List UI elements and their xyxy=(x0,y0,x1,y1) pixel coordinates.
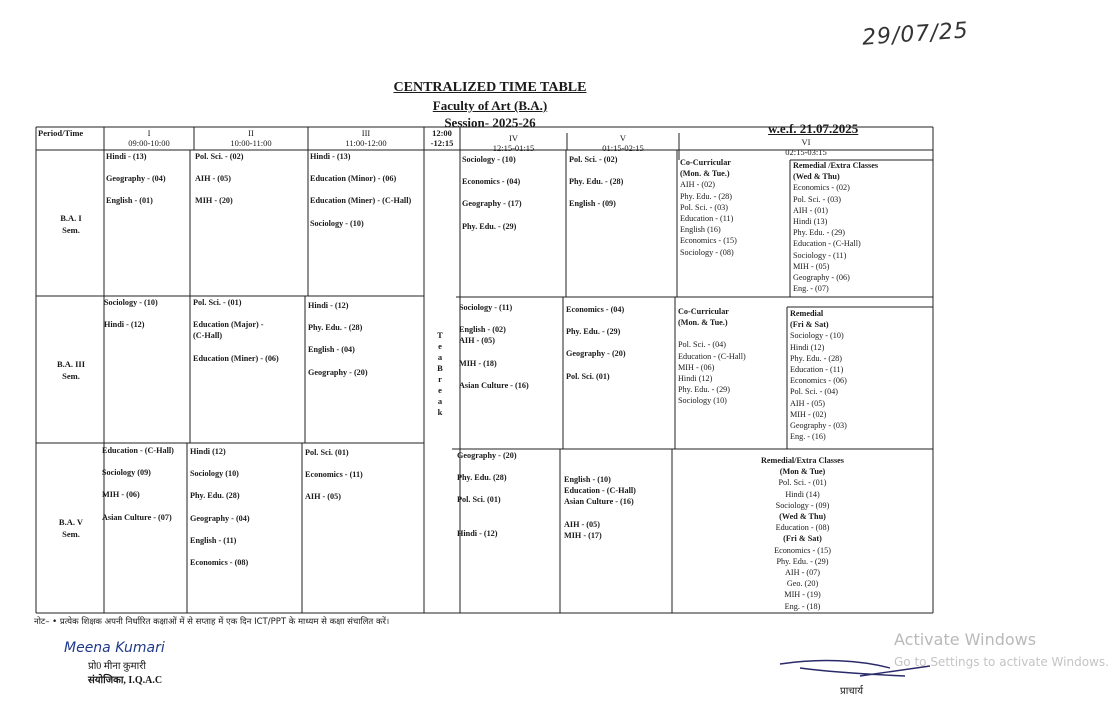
cell-line: Hindi (14) xyxy=(785,489,820,499)
header-period-4 xyxy=(460,133,567,153)
ba1-period-1 xyxy=(106,151,166,207)
cell-line: Pol. Sci. - (01) xyxy=(778,478,827,488)
header-period-1-num: I xyxy=(147,128,151,138)
cell-line: Sociology (09) xyxy=(102,468,151,478)
header-break-end: -12:15 xyxy=(430,138,454,148)
cell-line: Education - (08) xyxy=(775,523,830,533)
ba3-period-6-remedial xyxy=(790,308,847,442)
handwritten-date: 29/07/25 xyxy=(861,18,970,51)
cell-line: MIH - (17) xyxy=(564,530,602,540)
cell-line: Hindi (12) xyxy=(678,374,713,384)
cell-line: Phy. Edu. - (29) xyxy=(678,385,730,395)
header-period-1 xyxy=(104,128,194,148)
cell-line: MIH - (18) xyxy=(459,358,497,368)
cell-line: Education - (11) xyxy=(680,214,734,224)
ba5-period-1 xyxy=(102,445,174,523)
row-label-ba3 xyxy=(36,358,106,382)
cell-line xyxy=(459,313,529,324)
cell-line: (Mon. & Tue.) xyxy=(678,318,728,328)
header-period-3-time: 11:00-12:00 xyxy=(345,138,387,148)
ba3-period-2 xyxy=(193,297,279,364)
cell-line: AIH - (05) xyxy=(305,492,341,502)
cell-line: Education (Miner) - (06) xyxy=(193,353,279,363)
cell-line: MIH - (20) xyxy=(195,196,233,206)
cell-line: AIH - (07) xyxy=(784,568,820,578)
cell-line: Asian Culture - (16) xyxy=(564,497,634,507)
cell-line xyxy=(305,480,363,491)
cell-line: Phy. Edu. (28) xyxy=(457,473,507,483)
cell-line: Eng. - (18) xyxy=(784,601,821,611)
cell-line: Education (Minor) - (06) xyxy=(310,174,397,184)
cell-line: Phy. Edu. - (29) xyxy=(793,228,845,238)
cell-line: MIH - (06) xyxy=(678,362,715,372)
cell-line xyxy=(678,328,746,339)
cell-line: English - (04) xyxy=(308,345,355,355)
cell-line: Eng. - (16) xyxy=(790,432,826,442)
cell-line: Hindi - (12) xyxy=(457,528,498,538)
ba5-period-6-remedial xyxy=(672,455,933,612)
cell-line xyxy=(566,360,626,371)
header-period-3-num: III xyxy=(361,128,371,138)
cell-line: Geography - (20) xyxy=(566,349,626,359)
cell-line xyxy=(308,356,368,367)
header-period-5-num: V xyxy=(619,133,627,143)
cell-line: English - (09) xyxy=(569,199,616,209)
activate-windows-watermark: Activate Windows xyxy=(894,630,1037,649)
cell-line xyxy=(462,165,522,176)
ba5-period-2 xyxy=(190,446,250,568)
cell-line: B.A. V xyxy=(58,517,84,527)
effective-date: w.e.f. 21.07.2025 xyxy=(768,121,859,136)
cell-line: Economics - (15) xyxy=(680,236,737,246)
cell-line: Sociology - (11) xyxy=(793,250,847,260)
cell-line: a xyxy=(437,396,443,406)
header-period-1-time: 09:00-10:00 xyxy=(128,138,170,148)
cell-line: Sem. xyxy=(62,371,80,381)
cell-line: Sem. xyxy=(62,529,80,539)
cell-line: Economics - (08) xyxy=(190,558,249,568)
cell-line: Phy. Edu. - (28) xyxy=(790,353,842,363)
cell-line: English - (11) xyxy=(190,535,237,545)
cell-line xyxy=(193,342,279,353)
cell-line: Phy. Edu. - (28) xyxy=(680,191,732,201)
cell-line: Hindi - (12) xyxy=(308,301,349,310)
cell-line: Phy. Edu. (28) xyxy=(190,491,240,501)
cell-line: Hindi (12) xyxy=(190,447,226,456)
cell-line: AIH - (05) xyxy=(790,398,826,408)
cell-line: English - (01) xyxy=(106,196,153,206)
cell-line: Asian Culture - (16) xyxy=(459,380,529,390)
cell-line: Geography - (20) xyxy=(308,367,368,377)
cell-line: Eng. - (07) xyxy=(793,284,829,294)
cell-line: MIH - (06) xyxy=(102,490,140,500)
cell-line: (Mon. & Tue.) xyxy=(680,169,730,179)
cell-line xyxy=(195,162,243,173)
header-period-4-num: IV xyxy=(509,133,518,143)
session-title: Session- 2025-26 xyxy=(444,115,536,130)
cell-line: B.A. I xyxy=(60,213,82,223)
cell-line: MIH - (02) xyxy=(790,409,827,419)
cell-line: MIH - (19) xyxy=(784,590,821,600)
ba5-period-4 xyxy=(457,450,517,539)
cell-line: Remedial/Extra Classes xyxy=(760,456,844,465)
coordinator-role: संयोजिका, I.Q.A.C xyxy=(88,675,163,686)
cell-line: (Fri & Sat) xyxy=(790,320,829,330)
cell-line: Education - (C-Hall) xyxy=(678,351,746,361)
cell-line xyxy=(190,502,250,513)
cell-line: Geography - (20) xyxy=(457,451,517,460)
cell-line: Asian Culture - (07) xyxy=(102,512,172,522)
ba3-period-5 xyxy=(566,304,626,382)
cell-line: (C-Hall) xyxy=(193,331,223,341)
cell-line: English - (10) xyxy=(564,475,611,484)
cell-line: Sociology (10) xyxy=(190,469,239,479)
cell-line xyxy=(459,369,529,380)
cell-line: Sociology - (08) xyxy=(680,247,734,257)
cell-line: Pol. Sci. - (03) xyxy=(680,202,728,212)
cell-line: Pol. Sci. - (04) xyxy=(678,340,726,350)
ba1-period-4 xyxy=(462,154,522,232)
cell-line: Economics - (04) xyxy=(462,177,521,187)
cell-line xyxy=(457,461,517,472)
cell-line: Pol. Sci. (01) xyxy=(566,371,610,381)
cell-line: Education - (11) xyxy=(790,365,844,375)
cell-line: Economics - (06) xyxy=(790,376,847,386)
cell-line: Geography - (04) xyxy=(190,513,250,523)
cell-line: Pol. Sci. - (02) xyxy=(195,152,244,161)
cell-line: Phy. Edu. - (28) xyxy=(569,177,624,187)
cell-line xyxy=(569,187,623,198)
cell-line: English (16) xyxy=(680,225,721,235)
cell-line: Hindi - (12) xyxy=(104,320,145,330)
cell-line: (Mon & Tue) xyxy=(779,467,826,477)
cell-line: e xyxy=(438,385,442,395)
cell-line: Education - (C-Hall) xyxy=(102,446,174,455)
cell-line xyxy=(310,184,411,195)
cell-line: Sociology - (09) xyxy=(775,500,830,510)
header-break-start: 12:00 xyxy=(432,128,452,138)
principal-label: प्राचार्य xyxy=(840,686,864,697)
cell-line: Sem. xyxy=(62,225,80,235)
cell-line: Economics - (02) xyxy=(793,183,850,193)
cell-line: B xyxy=(437,363,443,373)
header-period-2 xyxy=(194,128,308,148)
cell-line: AIH - (05) xyxy=(459,336,495,346)
ba3-period-3 xyxy=(308,300,368,378)
cell-line: a xyxy=(437,352,443,362)
cell-line: Geography - (17) xyxy=(462,199,522,209)
ba3-period-4 xyxy=(459,302,529,391)
cell-line: Remedial xyxy=(790,309,824,318)
cell-line: Pol. Sci. (01) xyxy=(457,495,501,505)
cell-line xyxy=(564,463,636,474)
ba5-period-3 xyxy=(305,447,363,503)
cell-line xyxy=(193,308,279,319)
cell-line xyxy=(190,524,250,535)
header-period-time: Period/Time xyxy=(38,128,84,138)
cell-line: Geography - (03) xyxy=(790,421,847,431)
coordinator-signature: Meena Kumari xyxy=(64,640,165,656)
cell-line xyxy=(457,517,517,528)
cell-line: MIH - (05) xyxy=(793,261,830,271)
cell-line: Sociology - (10) xyxy=(462,155,516,164)
header-period-5-time: 01:15-02:15 xyxy=(602,143,644,153)
cell-line: e xyxy=(438,341,442,351)
cell-line xyxy=(462,210,522,221)
cell-line: Co-Curricular xyxy=(678,307,729,316)
cell-line: Geography - (06) xyxy=(793,273,850,283)
cell-line: Sociology - (11) xyxy=(459,303,513,312)
cell-line: Economics - (04) xyxy=(566,305,625,314)
cell-line: AIH - (02) xyxy=(680,180,716,190)
header-period-5 xyxy=(567,133,679,153)
cell-line: AIH - (05) xyxy=(564,519,600,529)
cell-line: Pol. Sci. - (02) xyxy=(569,155,618,164)
ba1-period-5 xyxy=(569,154,623,210)
cell-line xyxy=(569,165,623,176)
cell-line xyxy=(305,458,363,469)
cell-line: Sociology - (10) xyxy=(790,331,844,341)
ba3-period-6-cocurricular xyxy=(678,306,746,407)
cell-line xyxy=(190,546,250,557)
header-break xyxy=(424,128,460,148)
activate-windows-subtext: Go to Settings to activate Windows. xyxy=(894,655,1109,669)
cell-line xyxy=(566,315,626,326)
row-label-ba5 xyxy=(36,516,106,540)
cell-line: Sociology - (10) xyxy=(310,218,364,228)
cell-line xyxy=(457,506,517,517)
ba5-period-5 xyxy=(564,452,636,541)
cell-line xyxy=(102,501,174,512)
cell-line xyxy=(564,452,636,463)
cell-line: (Wed & Thu) xyxy=(793,172,840,182)
cell-line: Remedial /Extra Classes xyxy=(793,161,879,170)
header-period-6 xyxy=(679,137,933,157)
cell-line: Geo. (20) xyxy=(786,579,819,589)
cell-line: Pol. Sci. - (01) xyxy=(193,298,242,307)
cell-line: Phy. Edu. - (28) xyxy=(308,323,363,333)
page-title: CENTRALIZED TIME TABLE xyxy=(393,80,587,95)
cell-line xyxy=(308,333,368,344)
cell-line: Phy. Edu. - (29) xyxy=(776,556,829,566)
cell-line: Economics - (11) xyxy=(305,470,363,480)
header-period-6-time: 02:15-03:15 xyxy=(785,147,827,157)
cell-line xyxy=(195,184,243,195)
cell-line: AIH - (01) xyxy=(793,205,829,215)
faculty-title: Faculty of Art (B.A.) xyxy=(432,98,548,113)
ba1-period-6-remedial xyxy=(793,160,878,294)
cell-line xyxy=(459,347,529,358)
row-label-ba1 xyxy=(36,212,106,236)
cell-line: Hindi - (13) xyxy=(310,152,351,161)
ba1-period-3 xyxy=(310,151,411,229)
cell-line: English - (02) xyxy=(459,325,506,335)
cell-line: Pol. Sci. (01) xyxy=(305,448,349,457)
cell-line xyxy=(310,207,411,218)
tea-break-label xyxy=(433,330,447,418)
cell-line: Hindi - (13) xyxy=(106,152,147,161)
cell-line: Pol. Sci. - (04) xyxy=(790,387,838,397)
cell-line: Co-Curricular xyxy=(680,158,731,167)
cell-line: (Wed & Thu) xyxy=(779,512,826,522)
cell-line: Phy. Edu. - (29) xyxy=(566,327,621,337)
cell-line: AIH - (05) xyxy=(195,174,231,184)
cell-line: Pol. Sci. - (03) xyxy=(793,194,841,204)
cell-line xyxy=(102,478,174,489)
cell-line: Geography - (04) xyxy=(106,174,166,184)
cell-line xyxy=(308,311,368,322)
coordinator-name: प्रो0 मीना कुमारी xyxy=(88,661,146,672)
cell-line: Education (Major) - xyxy=(193,320,264,330)
cell-line: Hindi (13) xyxy=(793,217,828,227)
header-period-2-time: 10:00-11:00 xyxy=(230,138,272,148)
cell-line: r xyxy=(438,374,442,384)
cell-line xyxy=(457,483,517,494)
cell-line: B.A. III xyxy=(56,359,86,369)
cell-line: T xyxy=(437,330,443,340)
cell-line xyxy=(104,308,158,319)
cell-line: Education (Miner) - (C-Hall) xyxy=(310,196,412,206)
cell-line xyxy=(102,456,174,467)
cell-line xyxy=(106,184,166,195)
cell-line: Phy. Edu. - (29) xyxy=(462,221,517,231)
ba1-period-2 xyxy=(195,151,243,207)
cell-line: Sociology (10) xyxy=(678,396,727,406)
header-period-3 xyxy=(308,128,424,148)
cell-line xyxy=(564,508,636,519)
cell-line: (Fri & Sat) xyxy=(783,534,822,544)
cell-line xyxy=(190,479,250,490)
cell-line: Economics - (15) xyxy=(774,545,831,555)
header-period-6-num: VI xyxy=(801,137,811,147)
cell-line: Sociology - (10) xyxy=(104,298,158,307)
cell-line xyxy=(106,162,166,173)
cell-line xyxy=(310,162,411,173)
cell-line xyxy=(462,187,522,198)
ba3-period-1 xyxy=(104,297,158,330)
cell-line xyxy=(190,457,250,468)
cell-line: Education - (C-Hall) xyxy=(793,239,861,249)
cell-line: k xyxy=(437,407,443,417)
header-period-4-time: 12:15-01:15 xyxy=(492,143,535,153)
header-period-2-num: II xyxy=(248,128,254,138)
cell-line: Hindi (12) xyxy=(790,342,825,352)
ba1-period-6-cocurricular xyxy=(680,157,737,258)
footnote: नोट– • प्रत्येक शिक्षक अपनी निर्धारित कक्षाओं में से सप्ताह में एक दिन ICT/PPT के माध्यम से कक्षा संचालित करें। xyxy=(34,617,390,627)
cell-line xyxy=(566,337,626,348)
cell-line: Education - (C-Hall) xyxy=(564,486,636,496)
